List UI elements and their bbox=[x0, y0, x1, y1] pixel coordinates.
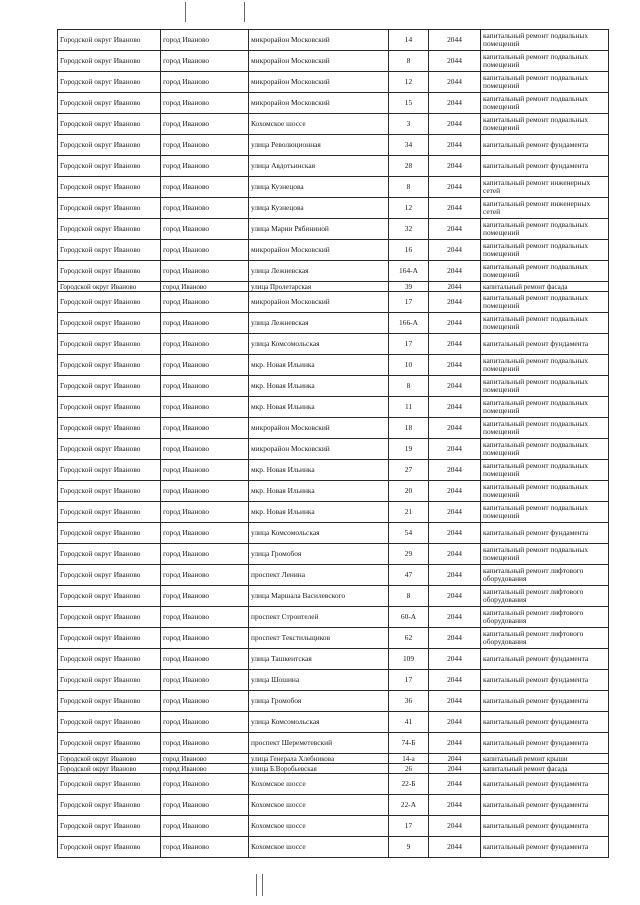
district-cell: Городской округ Иваново bbox=[58, 177, 161, 198]
district-cell: Городской округ Иваново bbox=[58, 586, 161, 607]
year-cell: 2044 bbox=[429, 376, 481, 397]
year-cell: 2044 bbox=[429, 72, 481, 93]
work-type-cell: капитальный ремонт подвальных помещений bbox=[481, 240, 609, 261]
house-number-cell: 39 bbox=[389, 282, 429, 292]
district-cell: Городской округ Иваново bbox=[58, 774, 161, 795]
work-type-cell: капитальный ремонт лифтового оборудования bbox=[481, 607, 609, 628]
street-cell: мкр. Новая Ильинка bbox=[249, 376, 389, 397]
house-number-cell: 16 bbox=[389, 240, 429, 261]
city-cell: город Иваново bbox=[161, 502, 249, 523]
street-cell: улица Кузнецова bbox=[249, 177, 389, 198]
table-row bbox=[58, 607, 609, 628]
street-cell: проспект Текстильщиков bbox=[249, 628, 389, 649]
year-cell: 2044 bbox=[429, 261, 481, 282]
house-number-cell: 14-а bbox=[389, 754, 429, 764]
work-type-cell: капитальный ремонт фундамента bbox=[481, 837, 609, 858]
city-cell: город Иваново bbox=[161, 460, 249, 481]
house-number-cell: 29 bbox=[389, 544, 429, 565]
work-type-cell: капитальный ремонт фундамента bbox=[481, 649, 609, 670]
street-cell: микрорайон Московский bbox=[249, 439, 389, 460]
district-cell: Городской округ Иваново bbox=[58, 649, 161, 670]
table-row bbox=[58, 135, 609, 156]
year-cell: 2044 bbox=[429, 565, 481, 586]
table-row bbox=[58, 261, 609, 282]
work-type-cell: капитальный ремонт фундамента bbox=[481, 712, 609, 733]
house-number-cell: 62 bbox=[389, 628, 429, 649]
city-cell: город Иваново bbox=[161, 586, 249, 607]
house-number-cell: 18 bbox=[389, 418, 429, 439]
table-row bbox=[58, 177, 609, 198]
street-cell: микрорайон Московский bbox=[249, 292, 389, 313]
house-number-cell: 8 bbox=[389, 177, 429, 198]
scan-mark-top-right bbox=[244, 2, 245, 22]
street-cell: улица Пролетарская bbox=[249, 282, 389, 292]
city-cell: город Иваново bbox=[161, 376, 249, 397]
house-number-cell: 17 bbox=[389, 816, 429, 837]
house-number-cell: 109 bbox=[389, 649, 429, 670]
table-row bbox=[58, 93, 609, 114]
table-row bbox=[58, 51, 609, 72]
work-type-cell: капитальный ремонт лифтового оборудования bbox=[481, 565, 609, 586]
city-cell: город Иваново bbox=[161, 523, 249, 544]
year-cell: 2044 bbox=[429, 774, 481, 795]
scan-mark-bottom-left bbox=[256, 874, 257, 896]
city-cell: город Иваново bbox=[161, 30, 249, 51]
city-cell: город Иваново bbox=[161, 72, 249, 93]
work-type-cell: капитальный ремонт лифтового оборудования bbox=[481, 628, 609, 649]
street-cell: улица Комсомольская bbox=[249, 523, 389, 544]
work-type-cell: капитальный ремонт подвальных помещений bbox=[481, 114, 609, 135]
year-cell: 2044 bbox=[429, 764, 481, 774]
work-type-cell: капитальный ремонт фундамента bbox=[481, 691, 609, 712]
city-cell: город Иваново bbox=[161, 135, 249, 156]
house-number-cell: 164-А bbox=[389, 261, 429, 282]
table-row bbox=[58, 733, 609, 754]
work-type-cell: капитальный ремонт подвальных помещений bbox=[481, 502, 609, 523]
table-row bbox=[58, 670, 609, 691]
work-type-cell: капитальный ремонт подвальных помещений bbox=[481, 313, 609, 334]
table-row bbox=[58, 544, 609, 565]
year-cell: 2044 bbox=[429, 135, 481, 156]
year-cell: 2044 bbox=[429, 418, 481, 439]
district-cell: Городской округ Иваново bbox=[58, 460, 161, 481]
table-row bbox=[58, 837, 609, 858]
work-type-cell: капитальный ремонт инженерных сетей bbox=[481, 177, 609, 198]
district-cell: Городской округ Иваново bbox=[58, 691, 161, 712]
year-cell: 2044 bbox=[429, 733, 481, 754]
city-cell: город Иваново bbox=[161, 754, 249, 764]
year-cell: 2044 bbox=[429, 355, 481, 376]
street-cell: улица Комсомольская bbox=[249, 712, 389, 733]
city-cell: город Иваново bbox=[161, 795, 249, 816]
work-type-cell: капитальный ремонт подвальных помещений bbox=[481, 481, 609, 502]
street-cell: мкр. Новая Ильинка bbox=[249, 460, 389, 481]
district-cell: Городской округ Иваново bbox=[58, 135, 161, 156]
city-cell: город Иваново bbox=[161, 240, 249, 261]
city-cell: город Иваново bbox=[161, 219, 249, 240]
scan-mark-top-left bbox=[185, 2, 186, 22]
city-cell: город Иваново bbox=[161, 282, 249, 292]
city-cell: город Иваново bbox=[161, 764, 249, 774]
table-row bbox=[58, 502, 609, 523]
year-cell: 2044 bbox=[429, 198, 481, 219]
district-cell: Городской округ Иваново bbox=[58, 219, 161, 240]
work-type-cell: капитальный ремонт подвальных помещений bbox=[481, 355, 609, 376]
district-cell: Городской округ Иваново bbox=[58, 481, 161, 502]
city-cell: город Иваново bbox=[161, 418, 249, 439]
street-cell: мкр. Новая Ильинка bbox=[249, 397, 389, 418]
district-cell: Городской округ Иваново bbox=[58, 607, 161, 628]
district-cell: Городской округ Иваново bbox=[58, 292, 161, 313]
house-number-cell: 54 bbox=[389, 523, 429, 544]
house-number-cell: 41 bbox=[389, 712, 429, 733]
house-number-cell: 36 bbox=[389, 691, 429, 712]
district-cell: Городской округ Иваново bbox=[58, 502, 161, 523]
city-cell: город Иваново bbox=[161, 51, 249, 72]
street-cell: проспект Строителей bbox=[249, 607, 389, 628]
year-cell: 2044 bbox=[429, 649, 481, 670]
district-cell: Городской округ Иваново bbox=[58, 72, 161, 93]
table-body bbox=[58, 30, 609, 858]
house-number-cell: 60-А bbox=[389, 607, 429, 628]
street-cell: микрорайон Московский bbox=[249, 93, 389, 114]
year-cell: 2044 bbox=[429, 502, 481, 523]
table-row bbox=[58, 481, 609, 502]
table-row bbox=[58, 313, 609, 334]
city-cell: город Иваново bbox=[161, 670, 249, 691]
street-cell: улица Б.Воробьевская bbox=[249, 764, 389, 774]
table-row bbox=[58, 774, 609, 795]
work-type-cell: капитальный ремонт подвальных помещений bbox=[481, 439, 609, 460]
table-row bbox=[58, 764, 609, 774]
street-cell: улица Шошина bbox=[249, 670, 389, 691]
work-type-cell: капитальный ремонт фасада bbox=[481, 764, 609, 774]
work-type-cell: капитальный ремонт фундамента bbox=[481, 670, 609, 691]
work-type-cell: капитальный ремонт подвальных помещений bbox=[481, 72, 609, 93]
street-cell: проспект Ленина bbox=[249, 565, 389, 586]
street-cell: улица Кузнецова bbox=[249, 198, 389, 219]
table-row bbox=[58, 397, 609, 418]
street-cell: мкр. Новая Ильинка bbox=[249, 502, 389, 523]
city-cell: город Иваново bbox=[161, 565, 249, 586]
street-cell: мкр. Новая Ильинка bbox=[249, 481, 389, 502]
year-cell: 2044 bbox=[429, 51, 481, 72]
district-cell: Городской округ Иваново bbox=[58, 712, 161, 733]
city-cell: город Иваново bbox=[161, 156, 249, 177]
house-number-cell: 11 bbox=[389, 397, 429, 418]
house-number-cell: 9 bbox=[389, 837, 429, 858]
city-cell: город Иваново bbox=[161, 439, 249, 460]
table-row bbox=[58, 712, 609, 733]
city-cell: город Иваново bbox=[161, 114, 249, 135]
year-cell: 2044 bbox=[429, 219, 481, 240]
table-row bbox=[58, 523, 609, 544]
city-cell: город Иваново bbox=[161, 837, 249, 858]
house-number-cell: 22-А bbox=[389, 795, 429, 816]
year-cell: 2044 bbox=[429, 292, 481, 313]
year-cell: 2044 bbox=[429, 30, 481, 51]
table-row bbox=[58, 114, 609, 135]
work-type-cell: капитальный ремонт подвальных помещений bbox=[481, 397, 609, 418]
house-number-cell: 26 bbox=[389, 764, 429, 774]
street-cell: микрорайон Московский bbox=[249, 51, 389, 72]
city-cell: город Иваново bbox=[161, 607, 249, 628]
district-cell: Городской округ Иваново bbox=[58, 334, 161, 355]
city-cell: город Иваново bbox=[161, 397, 249, 418]
work-type-cell: капитальный ремонт фундамента bbox=[481, 523, 609, 544]
district-cell: Городской округ Иваново bbox=[58, 628, 161, 649]
street-cell: улица Ташкентская bbox=[249, 649, 389, 670]
year-cell: 2044 bbox=[429, 754, 481, 764]
street-cell: улица Лежневская bbox=[249, 261, 389, 282]
district-cell: Городской округ Иваново bbox=[58, 355, 161, 376]
district-cell: Городской округ Иваново bbox=[58, 156, 161, 177]
city-cell: город Иваново bbox=[161, 261, 249, 282]
year-cell: 2044 bbox=[429, 397, 481, 418]
table-row bbox=[58, 198, 609, 219]
table-row bbox=[58, 156, 609, 177]
district-cell: Городской округ Иваново bbox=[58, 261, 161, 282]
year-cell: 2044 bbox=[429, 282, 481, 292]
city-cell: город Иваново bbox=[161, 691, 249, 712]
city-cell: город Иваново bbox=[161, 177, 249, 198]
work-type-cell: капитальный ремонт фасада bbox=[481, 282, 609, 292]
district-cell: Городской округ Иваново bbox=[58, 30, 161, 51]
table-row bbox=[58, 816, 609, 837]
house-number-cell: 10 bbox=[389, 355, 429, 376]
city-cell: город Иваново bbox=[161, 355, 249, 376]
year-cell: 2044 bbox=[429, 313, 481, 334]
work-type-cell: капитальный ремонт подвальных помещений bbox=[481, 460, 609, 481]
year-cell: 2044 bbox=[429, 93, 481, 114]
table-row bbox=[58, 72, 609, 93]
table-row bbox=[58, 334, 609, 355]
district-cell: Городской округ Иваново bbox=[58, 418, 161, 439]
work-type-cell: капитальный ремонт подвальных помещений bbox=[481, 219, 609, 240]
year-cell: 2044 bbox=[429, 795, 481, 816]
district-cell: Городской округ Иваново bbox=[58, 114, 161, 135]
house-number-cell: 74-Б bbox=[389, 733, 429, 754]
year-cell: 2044 bbox=[429, 837, 481, 858]
street-cell: Кохомское шоссе bbox=[249, 795, 389, 816]
city-cell: город Иваново bbox=[161, 712, 249, 733]
street-cell: улица Громобоя bbox=[249, 544, 389, 565]
year-cell: 2044 bbox=[429, 523, 481, 544]
district-cell: Городской округ Иваново bbox=[58, 544, 161, 565]
city-cell: город Иваново bbox=[161, 292, 249, 313]
district-cell: Городской округ Иваново bbox=[58, 565, 161, 586]
scan-mark-bottom-right bbox=[262, 874, 263, 896]
work-type-cell: капитальный ремонт подвальных помещений bbox=[481, 51, 609, 72]
table-row bbox=[58, 282, 609, 292]
work-type-cell: капитальный ремонт фундамента bbox=[481, 774, 609, 795]
table-row bbox=[58, 795, 609, 816]
district-cell: Городской округ Иваново bbox=[58, 282, 161, 292]
house-number-cell: 34 bbox=[389, 135, 429, 156]
street-cell: мкр. Новая Ильинка bbox=[249, 355, 389, 376]
table-row bbox=[58, 565, 609, 586]
district-cell: Городской округ Иваново bbox=[58, 313, 161, 334]
house-number-cell: 19 bbox=[389, 439, 429, 460]
street-cell: улица Революционная bbox=[249, 135, 389, 156]
work-type-cell: капитальный ремонт фундамента bbox=[481, 135, 609, 156]
street-cell: улица Генерала Хлебникова bbox=[249, 754, 389, 764]
city-cell: город Иваново bbox=[161, 544, 249, 565]
street-cell: проспект Шереметевский bbox=[249, 733, 389, 754]
work-type-cell: капитальный ремонт лифтового оборудования bbox=[481, 586, 609, 607]
city-cell: город Иваново bbox=[161, 816, 249, 837]
city-cell: город Иваново bbox=[161, 628, 249, 649]
district-cell: Городской округ Иваново bbox=[58, 376, 161, 397]
work-type-cell: капитальный ремонт подвальных помещений bbox=[481, 544, 609, 565]
table-row bbox=[58, 355, 609, 376]
street-cell: Кохомское шоссе bbox=[249, 114, 389, 135]
table-row bbox=[58, 628, 609, 649]
street-cell: улица Авдотьинская bbox=[249, 156, 389, 177]
house-number-cell: 12 bbox=[389, 72, 429, 93]
table-row bbox=[58, 691, 609, 712]
street-cell: микрорайон Московский bbox=[249, 30, 389, 51]
district-cell: Городской округ Иваново bbox=[58, 198, 161, 219]
table-row bbox=[58, 418, 609, 439]
district-cell: Городской округ Иваново bbox=[58, 795, 161, 816]
house-number-cell: 17 bbox=[389, 334, 429, 355]
work-type-cell: капитальный ремонт фундамента bbox=[481, 334, 609, 355]
house-number-cell: 3 bbox=[389, 114, 429, 135]
street-cell: Кохомское шоссе bbox=[249, 837, 389, 858]
work-type-cell: капитальный ремонт фундамента bbox=[481, 816, 609, 837]
work-type-cell: капитальный ремонт подвальных помещений bbox=[481, 30, 609, 51]
district-cell: Городской округ Иваново bbox=[58, 439, 161, 460]
year-cell: 2044 bbox=[429, 607, 481, 628]
work-type-cell: капитальный ремонт фундамента bbox=[481, 795, 609, 816]
year-cell: 2044 bbox=[429, 628, 481, 649]
district-cell: Городской округ Иваново bbox=[58, 670, 161, 691]
street-cell: улица Марии Рябининой bbox=[249, 219, 389, 240]
house-number-cell: 27 bbox=[389, 460, 429, 481]
table-row bbox=[58, 586, 609, 607]
district-cell: Городской округ Иваново bbox=[58, 240, 161, 261]
district-cell: Городской округ Иваново bbox=[58, 733, 161, 754]
house-number-cell: 17 bbox=[389, 670, 429, 691]
city-cell: город Иваново bbox=[161, 733, 249, 754]
house-number-cell: 28 bbox=[389, 156, 429, 177]
table-row bbox=[58, 460, 609, 481]
table-row bbox=[58, 754, 609, 764]
work-type-cell: капитальный ремонт инженерных сетей bbox=[481, 198, 609, 219]
work-type-cell: капитальный ремонт подвальных помещений bbox=[481, 376, 609, 397]
table-row bbox=[58, 292, 609, 313]
house-number-cell: 20 bbox=[389, 481, 429, 502]
work-type-cell: капитальный ремонт подвальных помещений bbox=[481, 292, 609, 313]
street-cell: Кохомское шоссе bbox=[249, 816, 389, 837]
year-cell: 2044 bbox=[429, 586, 481, 607]
house-number-cell: 12 bbox=[389, 198, 429, 219]
city-cell: город Иваново bbox=[161, 313, 249, 334]
house-number-cell: 21 bbox=[389, 502, 429, 523]
year-cell: 2044 bbox=[429, 816, 481, 837]
street-cell: микрорайон Московский bbox=[249, 418, 389, 439]
district-cell: Городской округ Иваново bbox=[58, 51, 161, 72]
district-cell: Городской округ Иваново bbox=[58, 816, 161, 837]
street-cell: улица Маршала Василевского bbox=[249, 586, 389, 607]
table-row bbox=[58, 376, 609, 397]
street-cell: улица Громобоя bbox=[249, 691, 389, 712]
work-type-cell: капитальный ремонт подвальных помещений bbox=[481, 418, 609, 439]
work-type-cell: капитальный ремонт фундамента bbox=[481, 156, 609, 177]
street-cell: микрорайон Московский bbox=[249, 240, 389, 261]
house-number-cell: 14 bbox=[389, 30, 429, 51]
year-cell: 2044 bbox=[429, 691, 481, 712]
work-type-cell: капитальный ремонт фундамента bbox=[481, 733, 609, 754]
house-number-cell: 15 bbox=[389, 93, 429, 114]
district-cell: Городской округ Иваново bbox=[58, 764, 161, 774]
year-cell: 2044 bbox=[429, 544, 481, 565]
city-cell: город Иваново bbox=[161, 198, 249, 219]
city-cell: город Иваново bbox=[161, 774, 249, 795]
year-cell: 2044 bbox=[429, 712, 481, 733]
table-row bbox=[58, 30, 609, 51]
table-row bbox=[58, 219, 609, 240]
house-number-cell: 32 bbox=[389, 219, 429, 240]
city-cell: город Иваново bbox=[161, 334, 249, 355]
district-cell: Городской округ Иваново bbox=[58, 397, 161, 418]
year-cell: 2044 bbox=[429, 481, 481, 502]
table-row bbox=[58, 649, 609, 670]
house-number-cell: 166-А bbox=[389, 313, 429, 334]
work-type-cell: капитальный ремонт подвальных помещений bbox=[481, 261, 609, 282]
table-row bbox=[58, 240, 609, 261]
house-number-cell: 8 bbox=[389, 376, 429, 397]
district-cell: Городской округ Иваново bbox=[58, 754, 161, 764]
city-cell: город Иваново bbox=[161, 649, 249, 670]
street-cell: Кохомское шоссе bbox=[249, 774, 389, 795]
year-cell: 2044 bbox=[429, 460, 481, 481]
repair-schedule-table bbox=[57, 29, 609, 858]
street-cell: улица Лежневская bbox=[249, 313, 389, 334]
year-cell: 2044 bbox=[429, 670, 481, 691]
house-number-cell: 47 bbox=[389, 565, 429, 586]
district-cell: Городской округ Иваново bbox=[58, 523, 161, 544]
year-cell: 2044 bbox=[429, 114, 481, 135]
district-cell: Городской округ Иваново bbox=[58, 93, 161, 114]
table-row bbox=[58, 439, 609, 460]
street-cell: микрорайон Московский bbox=[249, 72, 389, 93]
house-number-cell: 22-Б bbox=[389, 774, 429, 795]
house-number-cell: 8 bbox=[389, 586, 429, 607]
house-number-cell: 17 bbox=[389, 292, 429, 313]
year-cell: 2044 bbox=[429, 156, 481, 177]
year-cell: 2044 bbox=[429, 177, 481, 198]
year-cell: 2044 bbox=[429, 334, 481, 355]
street-cell: улица Комсомольская bbox=[249, 334, 389, 355]
work-type-cell: капитальный ремонт подвальных помещений bbox=[481, 93, 609, 114]
year-cell: 2044 bbox=[429, 240, 481, 261]
city-cell: город Иваново bbox=[161, 481, 249, 502]
year-cell: 2044 bbox=[429, 439, 481, 460]
city-cell: город Иваново bbox=[161, 93, 249, 114]
work-type-cell: капитальный ремонт крыши bbox=[481, 754, 609, 764]
district-cell: Городской округ Иваново bbox=[58, 837, 161, 858]
house-number-cell: 8 bbox=[389, 51, 429, 72]
